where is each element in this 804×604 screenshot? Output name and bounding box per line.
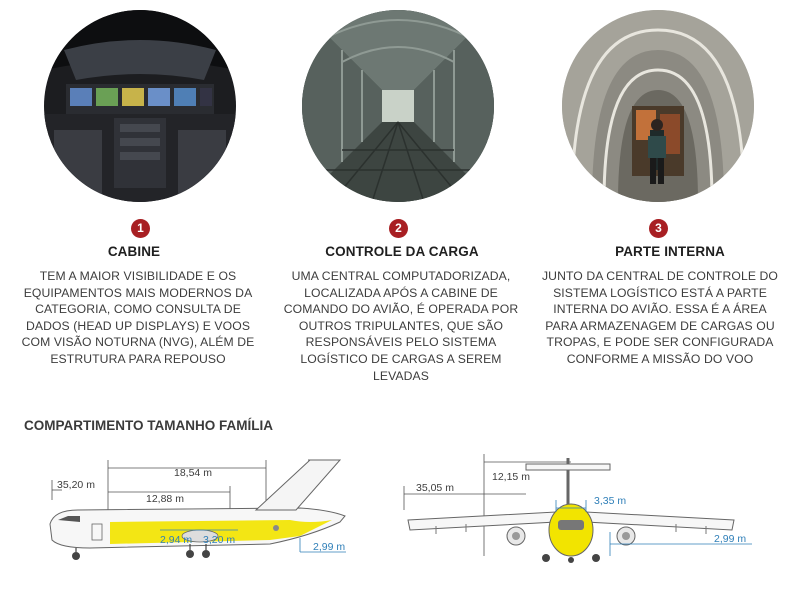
- dim-fuselage-height: 2,99 m: [714, 533, 747, 545]
- panel-title: CABINE: [107, 244, 161, 259]
- panel-description: JUNTO DA CENTRAL DE CONTROLE DO SISTEMA LOGÍSTICO ESTÁ A PARTE INTERNA DO AVIÃO. ESSA É A ÁREA PARA ARMAZENAGEM DE CARGAS OU TROPAS, E PODE SER CONFIGURADA CONFORME A MISSÃO DO VOO: [541, 269, 779, 366]
- dim-ramp-height: 2,99 m: [313, 541, 346, 553]
- front-view-diagram: [396, 440, 800, 604]
- dim-compartment-total: 18,54 m: [174, 467, 212, 479]
- panel-number-badge: 1: [131, 219, 150, 238]
- cargo-hold-photo: [302, 10, 494, 202]
- dim-wingspan: 35,05 m: [416, 482, 454, 494]
- panel-title: PARTE INTERNA: [615, 244, 725, 259]
- side-view-diagram: [0, 440, 380, 604]
- panel-title: CONTROLE DA CARGA: [325, 244, 479, 259]
- panel-description: TEM A MAIOR VISIBILIDADE E OS EQUIPAMENTOS MAIS MODERNOS DA CATEGORIA, COMO CONSULTA DE DADOS (HEAD UP DISPLAYS) E VOOS COM VISÃO NOTURNA (NVG), ALÉM DE ESTRUTURA PARA REPOUSO: [21, 269, 255, 366]
- dim-compartment-floor: 12,88 m: [146, 493, 184, 505]
- panel-description: UMA CENTRAL COMPUTADORIZADA, LOCALIZADA APÓS A CABINE DE COMANDO DO AVIÃO, É OPERADA POR OUTROS TRIPULANTES, QUE SÃO RESPONSÁVEIS PELO SISTEMA LOGÍSTICO DE CARGAS A SEREM LEVADAS: [283, 269, 519, 383]
- dim-fuselage-width: 3,35 m: [594, 495, 627, 507]
- dim-overall-length: 35,20 m: [57, 479, 95, 491]
- cockpit-photo: [44, 10, 236, 202]
- panel-number-badge: 3: [649, 219, 668, 238]
- dim-interior-width: 3,20 m: [203, 534, 236, 546]
- panel-number-badge: 2: [389, 219, 408, 238]
- dim-tail-height: 12,15 m: [492, 471, 530, 483]
- section-title: COMPARTIMENTO TAMANHO FAMÍLIA: [24, 418, 273, 433]
- aircraft-front-view: [408, 458, 734, 563]
- interior-photo: [562, 10, 754, 202]
- dim-interior-height: 2,94 m: [160, 534, 193, 546]
